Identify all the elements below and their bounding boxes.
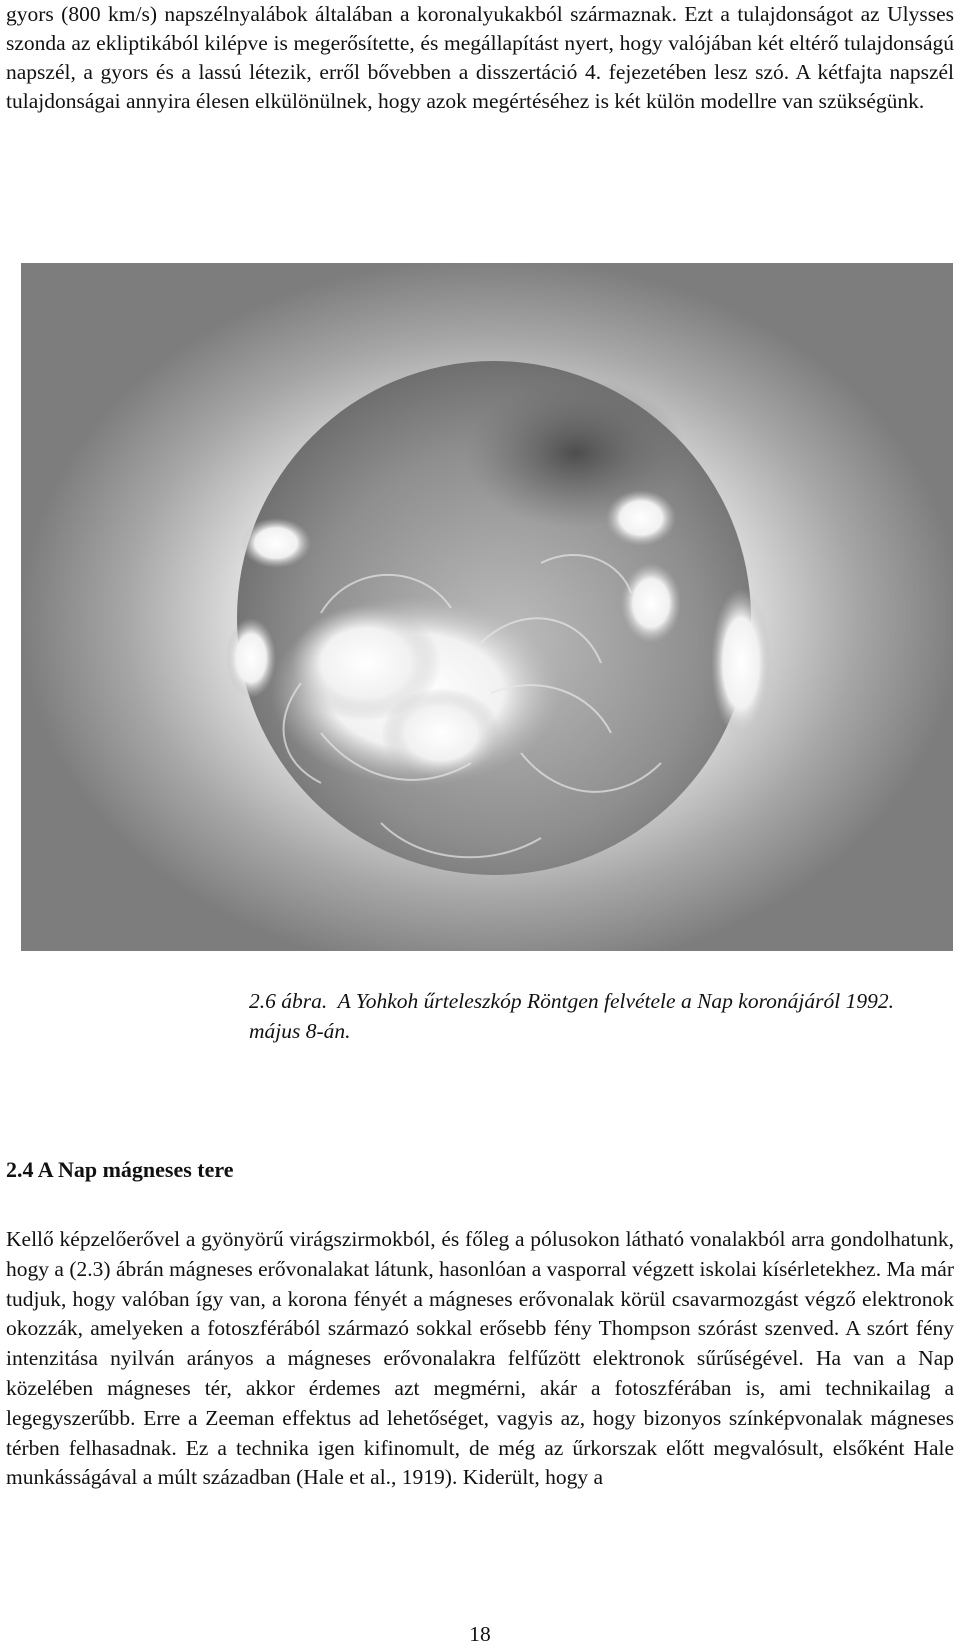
figure-caption-text: A Yohkoh űrteleszkóp Röntgen felvétele a Nap koronájáról 1992. május 8-án. [249,989,894,1043]
intro-paragraph: gyors (800 km/s) napszélnyalábok általában a koronalyukakból származnak. Ezt a tulajdonságot az Ulysses szonda az ekliptikából kilépve is megerősítette, és megállapítást nyert, hogy valójában két eltérő tulajdonságú napszél, a gyors és a lassú létezik, erről bővebben a disszertáció 4. fejezetében lesz szó. A kétfajta napszél tulajdonságai annyira élesen elkülönülnek, hogy azok megértéséhez is két külön modellre van szükségünk. [6,2,954,113]
page-number: 18 [469,1622,491,1646]
figure-caption-number: 2.6 ábra. [249,989,328,1013]
body-paragraph: Kellő képzelőerővel a gyönyörű virágszirmokból, és főleg a pólusokon látható vonalakból arra gondolhatunk, hogy a (2.3) ábrán mágneses erővonalakat látunk, hasonlóan a vasporral végzett iskolai kísérletekhez. Ma már tudjuk, hogy valóban így van, a korona fényét a mágneses erővonalak körül csavarmozgást végző elektronok okozzák, amelyeken a fotoszférából származó sokkal erősebb fény Thompson szórást szenved. A szórt fény intenzitása nyilván arányos a mágneses erővonalakra felfűzött elektronok sűrűségével. Ha van a Nap közelében mágneses tér, akkor érdemes azt megmérni, akár a fotoszférában is, ami technikailag a legegyszerűbb. Erre a Zeeman effektus ad lehetőséget, vagyis az, hogy bizonyos színképvonalak mágneses térben felhasadnak. Ez a technika igen kifinomult, de még az űrkorszak előtt megvalósult, elsőként Hale munkásságával a múlt században (Hale et al., 1919). Kiderült, hogy a [6,1227,954,1490]
sun-corona-xray-image [21,263,953,951]
section-heading: 2.4 A Nap mágneses tere [6,1157,234,1182]
figure-caption [249,986,949,1046]
